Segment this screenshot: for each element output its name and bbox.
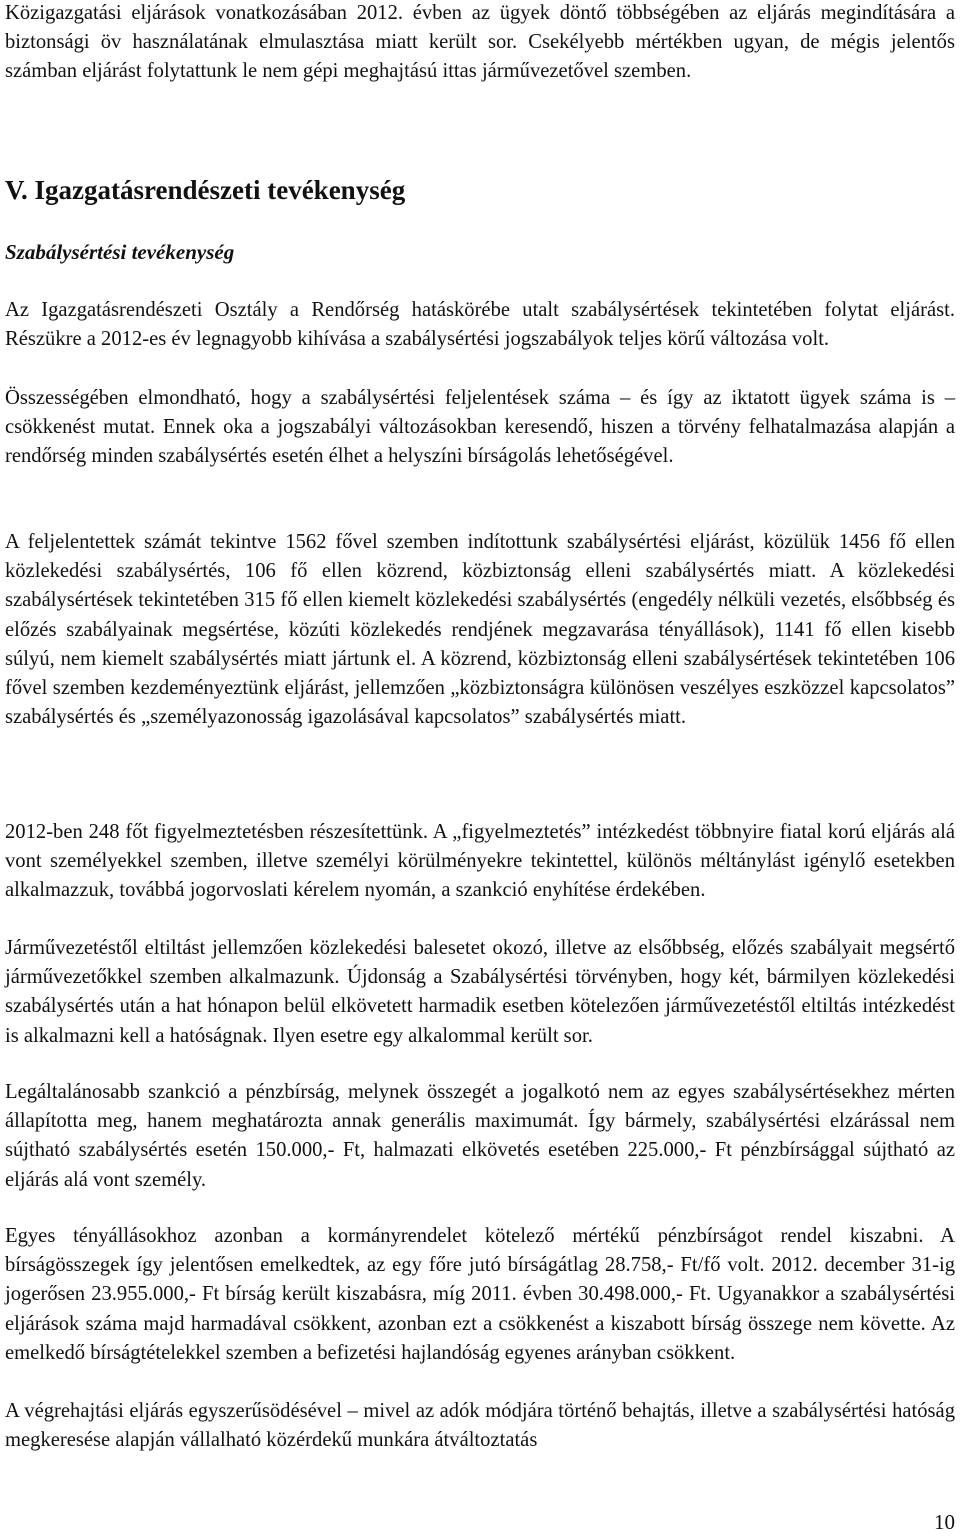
paragraph-enforcement: A végrehajtási eljárás egyszerűsödésével – mivel az adók módjára történő behajtás, illetve a szabálysértési hatóság megkeresése alapján vállalható közérdekű munkára átváltoztatás [5,1400,955,1452]
paragraph-statistics: A feljelentettek számát tekintve 1562 fővel szemben indítottunk szabálysértési eljárást, közülük 1456 fő ellen közlekedési szabálysértés, 106 fő ellen közrend, közbiztonság elleni szabálysértés miatt. A közlekedési szabálysértések tekintetében 315 fő ellen kiemelt közlekedési szabálysértés (engedély nélküli vezetés, elsőbbség és előzés szabályainak megsértése, közúti közlekedés rendjének megzavarása tényállások), 1141 fő ellen kisebb súlyú, nem kiemelt szabálysértés miatt jártunk el. A közrend, közbiztonság elleni szabálysértések tekintetében 106 fővel szemben kezdeményeztünk eljárást, jellemzően „közbiztonságra különösen veszélyes eszközzel kapcsolatos” szabálysértés és „személyazonosság igazolásával kapcsolatos” szabálysértés miatt. [5,531,955,729]
page-number: 10 [934,1510,955,1534]
paragraph-fines: Legáltalánosabb szankció a pénzbírság, melynek összegét a jogalkotó nem az egyes szabálysértésekhez mérten állapította meg, hanem meghatározta annak generális maximumát. Így bármely, szabálysértési elzárással nem sújtható szabálysértés esetén 150.000,- Ft, halmazati elkövetés esetében 225.000,- Ft pénzbírsággal sújtható az eljárás alá vont személy. [5,1081,955,1191]
section-subheading: Szabálysértési tevékenység [5,240,235,264]
paragraph-fine-amounts: Egyes tényállásokhoz azonban a kormányrendelet kötelező mértékű pénzbírságot rendel kiszabni. A bírságösszegek így jelentősen emelkedtek, az egy főre jutó bírságátlag 28.758,- Ft/fő volt. 2012. december 31-ig jogerősen 23.955.000,- Ft bírság került kiszabásra, míg 2011. évben 30.498.000,- Ft. Ugyanakkor a szabálysértési eljárások száma majd harmadával csökkent, azonban ezt a csökkenést a kiszabott bírság összege nem követte. Az emelkedő bírságtételekkel szemben a befizetési hajlandóság egyenes arányban csökkent. [5,1225,955,1364]
paragraph-warnings: 2012-ben 248 főt figyelmeztetésben részesítettünk. A „figyelmeztetés” intézkedést többnyire fiatal korú eljárás alá vont személyekkel szemben, illetve személyi körülményekre tekintettel, különös méltánylást igénylő esetekben alkalmazzuk, továbbá jogorvoslati kérelem nyomán, a szankció enyhítése érdekében. [5,821,955,902]
section-heading: V. Igazgatásrendészeti tevékenység [5,175,406,205]
paragraph-jurisdiction: Az Igazgatásrendészeti Osztály a Rendőrség hatáskörébe utalt szabálysértések tekintetében folytat eljárást. Részükre a 2012-es év legnagyobb kihívása a szabálysértési jogszabályok teljes körű változása volt. [5,299,955,351]
paragraph-driving-ban: Járművezetéstől eltiltást jellemzően közlekedési balesetet okozó, illetve az elsőbbség, előzés szabályait megsértő járművezetőkkel szemben alkalmazunk. Újdonság a Szabálysértési törvényben, hogy két, bármilyen közlekedési szabálysértés után a hat hónapon belül elkövetett harmadik esetben kötelezően járművezetéstől eltiltás intézkedést is alkalmazni kell a hatóságnak. Ilyen esetre egy alkalommal került sor. [5,937,955,1047]
intro-paragraph: Közigazgatási eljárások vonatkozásában 2012. évben az ügyek döntő többségében az eljárás megindítására a biztonsági öv használatának elmulasztása miatt került sor. Csekélyebb mértékben ugyan, de mégis jelentős számban eljárást folytattunk le nem gépi meghajtású ittas járművezetővel szemben. [5,2,955,83]
paragraph-decrease: Összességében elmondható, hogy a szabálysértési feljelentések száma – és így az iktatott ügyek száma is – csökkenést mutat. Ennek oka a jogszabályi változásokban keresendő, hiszen a törvény felhatalmazása alapján a rendőrség minden szabálysértés esetén élhet a helyszíni bírságolás lehetőségével. [5,387,955,468]
